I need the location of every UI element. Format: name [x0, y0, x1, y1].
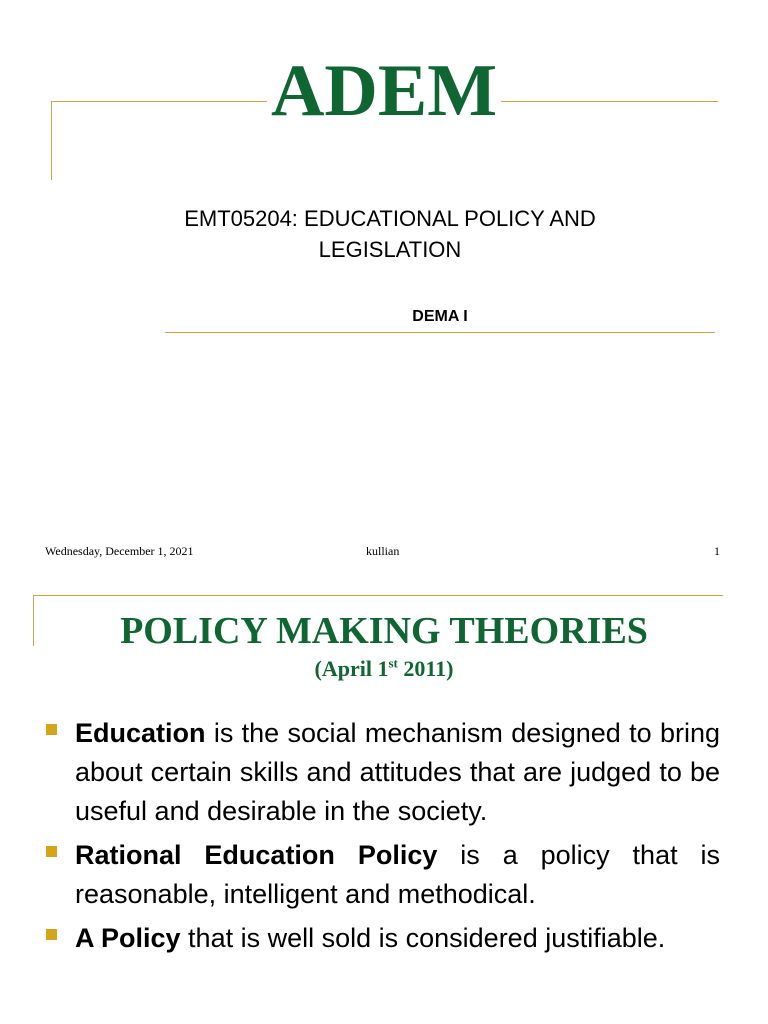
bullet-term: Rational Education Policy	[75, 840, 438, 870]
course-title	[100, 203, 680, 265]
bullet-list	[46, 714, 720, 963]
bullet-item	[46, 919, 720, 958]
slide-2	[0, 578, 768, 1024]
square-bullet-icon	[46, 929, 57, 940]
slide-2-title: POLICY MAKING THEORIES	[120, 610, 648, 652]
footer-page-number: 1	[714, 544, 720, 558]
bullet-text: is a policy that is reasonable, intelligent and methodical.	[75, 840, 720, 909]
footer-center: kullian	[366, 544, 400, 558]
footer-date: Wednesday, December 1, 2021	[45, 544, 194, 558]
course-title-line-2: LEGISLATION	[318, 237, 462, 262]
slide-2-date: (April 1st 2011)	[314, 655, 454, 681]
slide-1-title: ADEM	[0, 46, 768, 136]
bullet-item	[46, 714, 720, 831]
square-bullet-icon	[46, 846, 57, 857]
gold-rule-author	[165, 332, 715, 333]
author-name: DEMA I	[412, 308, 468, 325]
bullet-item	[46, 836, 720, 914]
bullet-term: A Policy	[75, 923, 181, 953]
square-bullet-icon	[46, 724, 57, 735]
bullet-text: that is well sold is considered justifiable.	[180, 923, 666, 953]
course-title-line-1: EMT05204: EDUCATIONAL POLICY AND	[184, 206, 596, 231]
bullet-text: is the social mechanism designed to bring about certain skills and attitudes that are judged to be useful and desirable in the society.	[75, 718, 720, 826]
bullet-term: Education	[75, 718, 206, 748]
gold-rule-top-2	[33, 595, 723, 596]
